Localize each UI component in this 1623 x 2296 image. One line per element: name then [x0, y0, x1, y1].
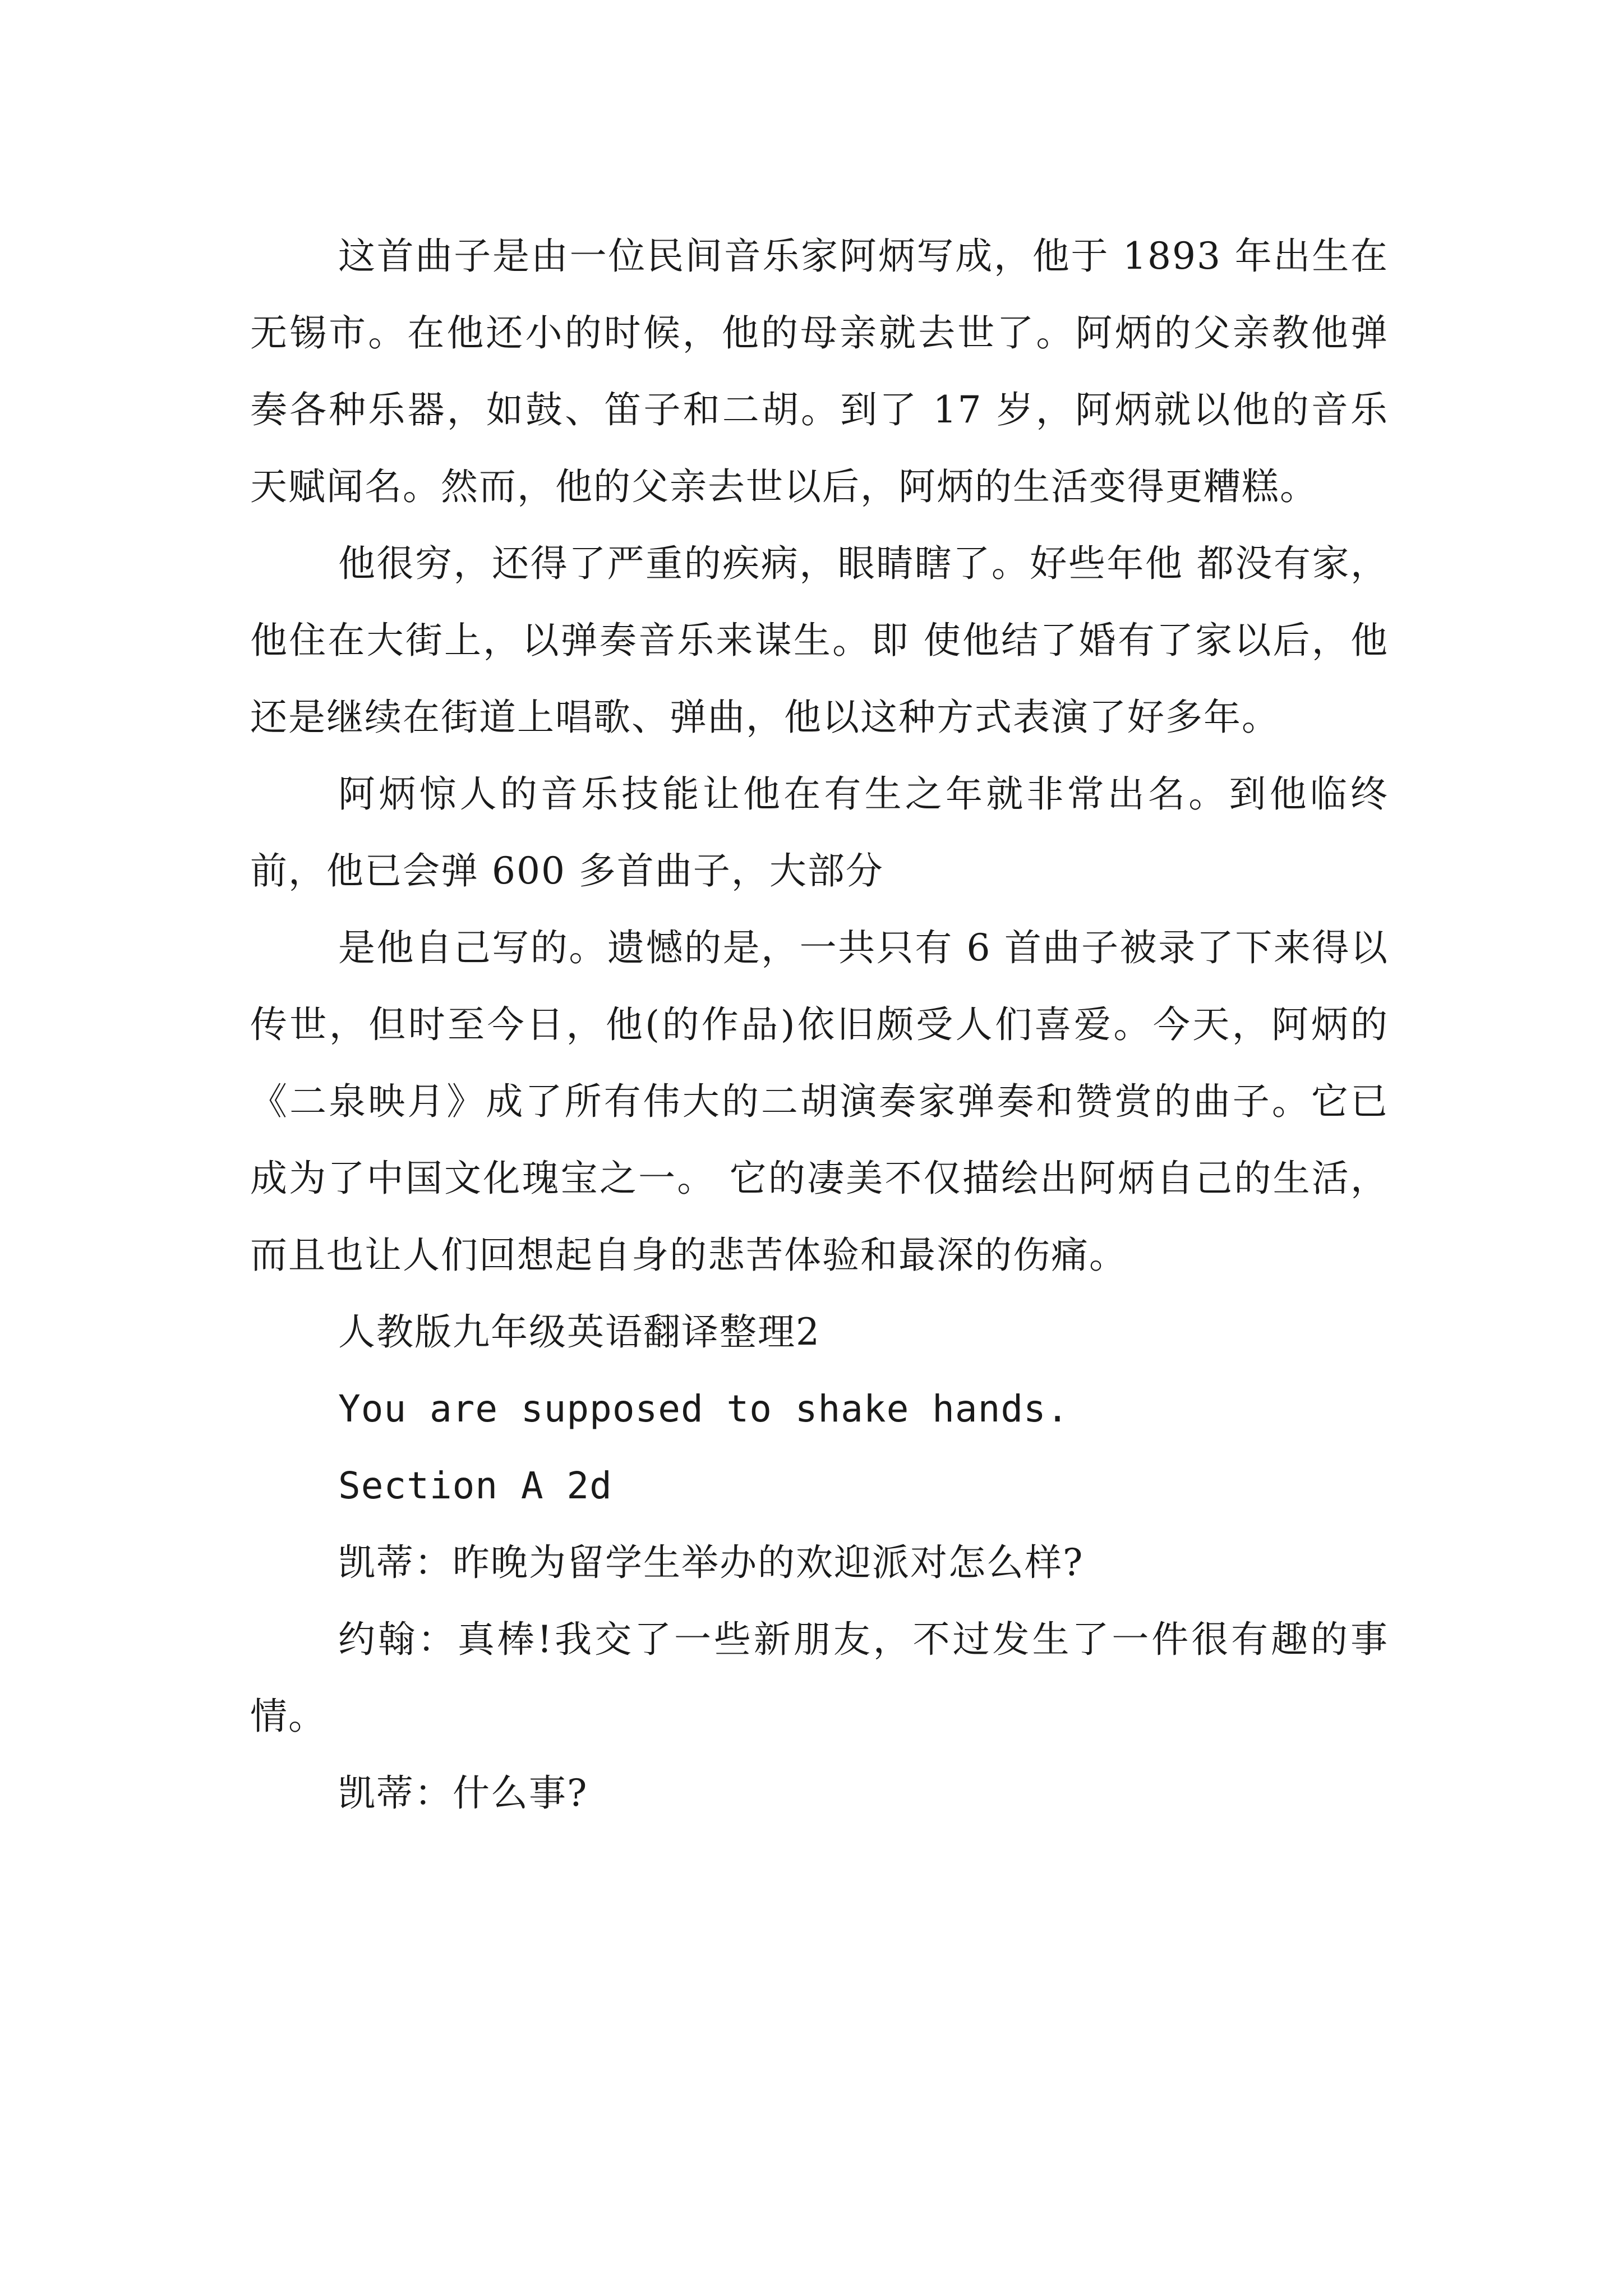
document-page [250, 218, 1389, 1832]
section-label: Section A 2d [338, 1464, 612, 1507]
paragraph-abing-poverty: 他很穷，还得了严重的疾病，眼睛瞎了。好些年他 都没有家，他住在大街上，以弹奏音乐来谋生。即 使他结了婚有了家以后，他还是继续在街道上唱歌、弹曲，他以这种方式表演了好多年。 [250, 542, 1389, 739]
paragraph-abing-legacy: 是他自己写的。遗憾的是，一共只有 6 首曲子被录了下来得以传世，但时至今日，他(的作品)依旧颇受人们喜爱。今天，阿炳的《二泉映月》成了所有伟大的二胡演奏家弹奏和赞赏的曲子。它已成为了中国文化瑰宝之一。 它的凄美不仅描绘出阿炳自己的生活，而且也让人们回想起自身的悲苦体验和最深的伤痛。 [250, 926, 1389, 1277]
paragraph-abing-birth: 这首曲子是由一位民间音乐家阿炳写成，他于 1893 年出生在无锡市。在他还小的时候，他的母亲就去世了。阿炳的父亲教他弹奏各种乐器，如鼓、笛子和二胡。到了 17 岁，阿炳就以他的音乐天赋闻名。然而，他的父亲去世以后，阿炳的生活变得更糟糕。 [250, 234, 1389, 508]
dialogue-line: 凯蒂：昨晚为留学生举办的欢迎派对怎么样? [338, 1541, 1084, 1584]
paragraph-abing-fame: 阿炳惊人的音乐技能让他在有生之年就非常出名。到他临终前，他已会弹 600 多首曲子，大部分 [250, 772, 1389, 892]
dialogue-line: 凯蒂：什么事? [338, 1772, 588, 1815]
dialogue-line: 约翰：真棒!我交了一些新朋友，不过发生了一件很有趣的事情。 [250, 1618, 1389, 1738]
unit-title: You are supposed to shake hands. [338, 1387, 1069, 1430]
section-heading: 人教版九年级英语翻译整理2 [338, 1310, 820, 1354]
